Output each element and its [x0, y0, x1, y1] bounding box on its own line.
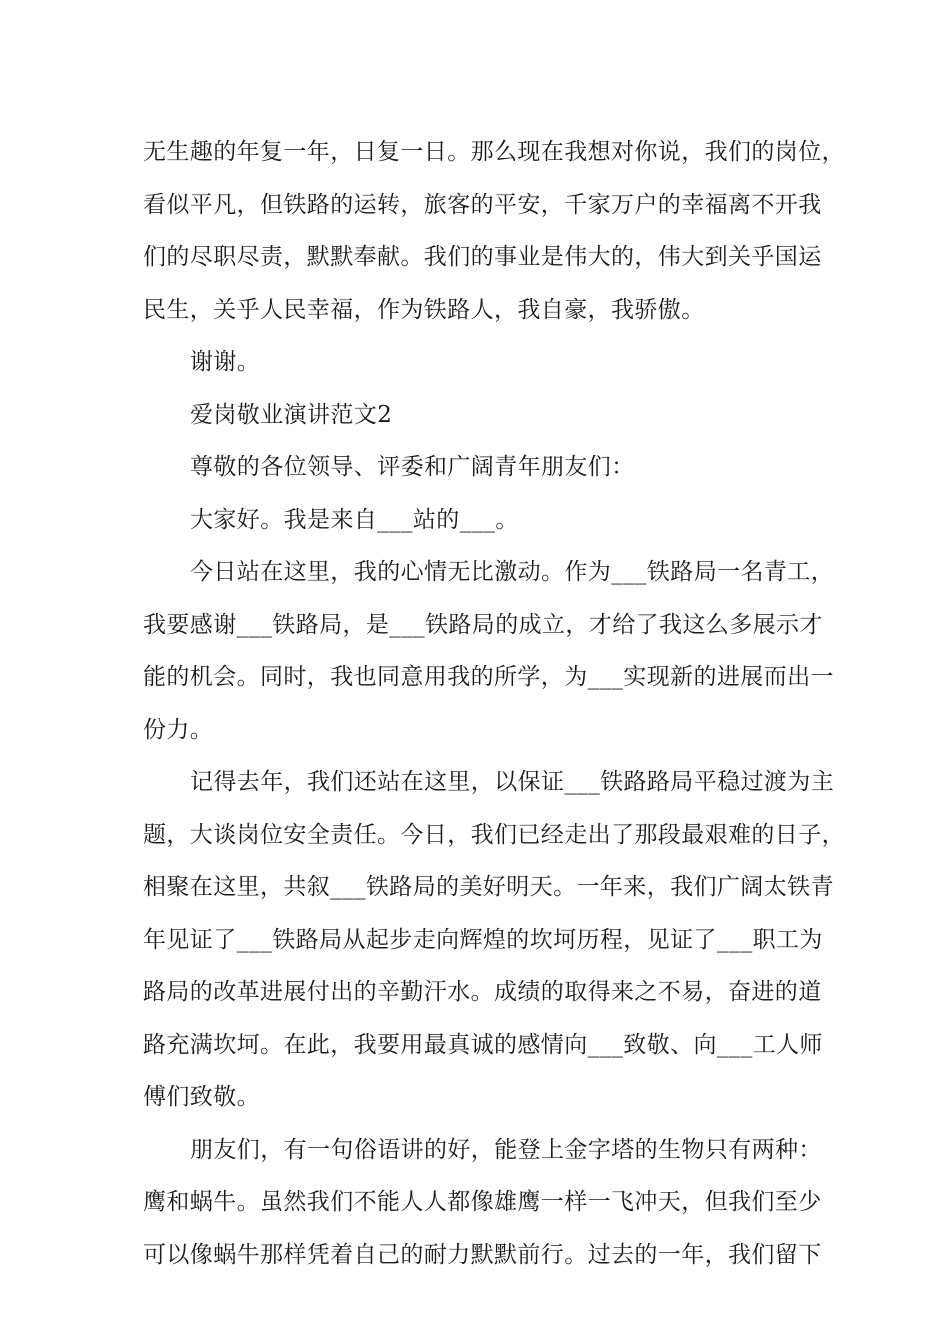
text-line: 可以像蜗牛那样凭着自己的耐力默默前行。过去的一年，我们留下 [143, 1241, 822, 1268]
text-line: 鹰和蜗牛。虽然我们不能人人都像雄鹰一样一飞冲天，但我们至少 [143, 1189, 822, 1215]
greeting [143, 494, 808, 547]
text-line: 民生，关乎人民幸福，作为铁路人，我自豪，我骄傲。 [143, 296, 705, 323]
section-title [143, 389, 808, 442]
text-line: 无生趣的年复一年，日复一日。那么现在我想对你说，我们的岗位， [143, 139, 845, 165]
text-line: 们的尽职尽责，默默奉献。我们的事业是伟大的，伟大到关乎国运 [143, 244, 822, 270]
text-line: 朋友们，有一句俗语讲的好，能登上金字塔的生物只有两种： [190, 1136, 822, 1163]
text-line: 路充满坎坷。在此，我要用最真诚的感情向___致敬、向___工人师 [143, 1031, 823, 1058]
salutation [143, 441, 808, 494]
text-line: 能的机会。同时，我也同意用我的所学，为___实现新的进展而出一 [143, 664, 834, 690]
text-line: 爱岗敬业演讲范文2 [190, 401, 393, 428]
text-line: 相聚在这里，共叙___铁路局的美好明天。一年来，我们广阔太铁青 [143, 874, 834, 900]
text-line: 看似平凡，但铁路的运转，旅客的平安，千家万户的幸福离不开我 [143, 191, 822, 218]
text-line: 路局的改革进展付出的辛勤汗水。成绩的取得来之不易，奋进的道 [143, 979, 822, 1005]
text-line: 傅们致敬。 [143, 1084, 260, 1110]
text-line: 尊敬的各位领导、评委和广阔青年朋友们： [190, 454, 635, 480]
text-line: 记得去年，我们还站在这里，以保证___铁路路局平稳过渡为主 [190, 769, 835, 795]
text-line: 谢谢。 [190, 349, 261, 375]
paragraph [143, 126, 845, 336]
document-body [143, 126, 845, 1281]
text-line: 大家好。我是来自___站的___。 [190, 506, 519, 533]
text-line: 题，大谈岗位安全责任。今日，我们已经走出了那段最艰难的日子， [143, 821, 845, 848]
text-line: 年见证了___铁路局从起步走向辉煌的坎坷历程，见证了___职工为 [143, 926, 823, 953]
text-line: 份力。 [143, 716, 214, 743]
text-line: 今日站在这里，我的心情无比激动。作为___铁路局一名青工， [190, 559, 835, 585]
paragraph-thanks [143, 336, 808, 389]
paragraph [143, 546, 835, 756]
paragraph [143, 756, 845, 1124]
text-line: 我要感谢___铁路局，是___铁路局的成立，才给了我这么多展示才 [143, 611, 823, 638]
paragraph [143, 1124, 822, 1282]
